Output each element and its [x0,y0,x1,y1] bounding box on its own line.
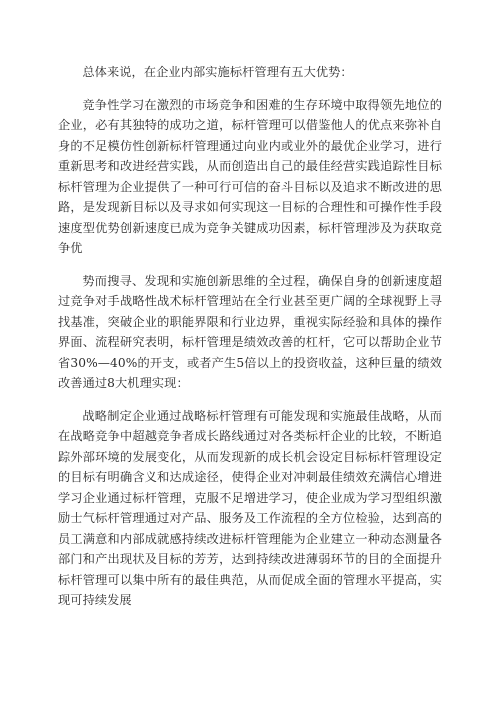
intro-paragraph: 总体来说，在企业内部实施标杆管理有五大优势： [82,65,353,79]
document-page [58,62,442,611]
body-paragraph: 竞争性学习在激烈的市场竞争和困难的生存环境中取得领先地位的企业，必有其独特的成功之道，标杆管理可以借鉴他人的优点来弥补自身的不足模仿性创新标杆管理通过向业内或业外的最优企业学习，进行重新思考和改进经营实践，从而创造出自己的最佳经营实践追踪性目标标杆管理为企业提供了一种可行可信的奋斗目标以及追求不断改进的思路，是发现新目标以及寻求如何实现这一目标的合理性和可操作性手段速度型优势创新速度已成为竞争关键成功因素，标杆管理涉及为获取竞争优 [58,97,442,255]
body-paragraph: 势而搜寻、发现和实施创新思维的全过程，确保自身的创新速度超过竞争对手战略性战术标杆管理站在全行业甚至更广阔的全球视野上寻找基准，突破企业的职能界限和行业边界，重视实际经验和具体的操作界面、流程研究表明，标杆管理是绩效改善的杠杆，它可以帮助企业节省30%—40%的开支，或者产生5倍以上的投资收益，这种巨量的绩效改善通过8大机理实现： [58,273,442,390]
body-paragraph: 战略制定企业通过战略标杆管理有可能发现和实施最佳战略，从而在战略竞争中超越竞争者成长路线通过对各类标杆企业的比较，不断追踪外部环境的发展变化，从而发现新的成长机会设定目标标杆管理设定的目标有明确含义和达成途径，使得企业对冲刺最佳绩效充满信心增进学习企业通过标杆管理，克服不足增进学习，使企业成为学习型组织激励士气标杆管理通过对产品、服务及工作流程的全方位检验，达到高的员工满意和内部成就感持续改进标杆管理能为企业建立一种动态测量各部门和产出现状及目标的芳芳，达到持续改进薄弱环节的目的全面提升标杆管理可以集中所有的最佳典范，从而促成全面的管理水平提高，实现可持续发展 [58,408,442,607]
